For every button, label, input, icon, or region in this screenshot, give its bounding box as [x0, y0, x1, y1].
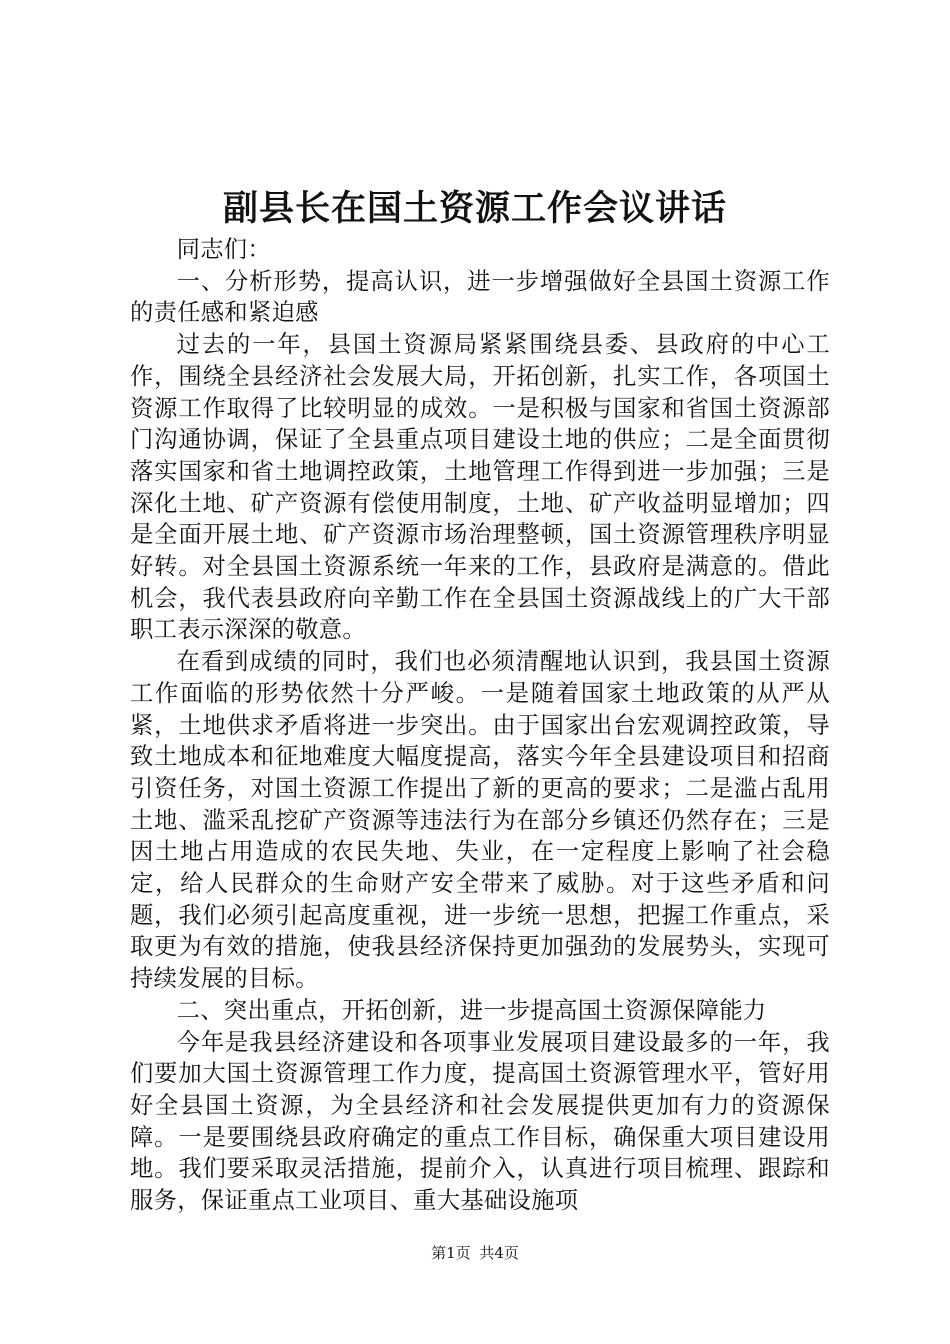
document-title: 副县长在国土资源工作会议讲话	[222, 188, 727, 229]
page-footer	[0, 1243, 950, 1263]
body-paragraph: 今年是我县经济建设和各项事业发展项目建设最多的一年，我们要加大国土资源管理工作力度，提高国土资源管理水平，管好用好全县国土资源，为全县经济和社会发展提供更加有力的资源保障。一是要围绕县政府确定的重点工作目标，确保重大项目建设用地。我们要采取灵活措施，提前介入，认真进行项目梳理、跟踪和服务，保证重点工业项目、重大基础设施项	[130, 1028, 830, 1215]
body-paragraph: 过去的一年，县国土资源局紧紧围绕县委、县政府的中心工作，围绕全县经济社会发展大局，开拓创新，扎实工作，各项国土资源工作取得了比较明显的成效。一是积极与国家和省国土资源部门沟通协调，保证了全县重点项目建设土地的供应；二是全面贯彻落实国家和省土地调控政策，土地管理工作得到进一步加强；三是深化土地、矿产资源有偿使用制度，土地、矿产收益明显增加；四是全面开展土地、矿产资源市场治理整顿，国土资源管理秩序明显好转。对全县国土资源系统一年来的工作，县政府是满意的。借此机会，我代表县政府向辛勤工作在全县国土资源战线上的广大干部职工表示深深的敬意。	[130, 331, 830, 644]
salutation: 同志们：	[176, 236, 271, 263]
page-number: 第1页	[431, 1244, 471, 1262]
section-heading-1: 一、分析形势，提高认识，进一步增强做好全县国土资源工作的责任感和紧迫感	[130, 267, 830, 327]
body-paragraph: 在看到成绩的同时，我们也必须清醒地认识到，我县国土资源工作面临的形势依然十分严峻。一是随着国家土地政策的从严从紧，土地供求矛盾将进一步突出。由于国家出台宏观调控政策，导致土地成本和征地难度大幅度提高，落实今年全县建设项目和招商引资任务，对国土资源工作提出了新的更高的要求；二是滥占乱用土地、滥采乱挖矿产资源等违法行为在部分乡镇还仍然存在；三是因土地占用造成的农民失地、失业，在一定程度上影响了社会稳定，给人民群众的生命财产安全带来了威胁。对于这些矛盾和问题，我们必须引起高度重视，进一步统一思想，把握工作重点，采取更为有效的措施，使我县经济保持更加强劲的发展势头，实现可持续发展的目标。	[130, 648, 830, 993]
page-total: 共4页	[479, 1244, 519, 1262]
section-heading-2: 二、突出重点，开拓创新，进一步提高国土资源保障能力	[176, 996, 767, 1024]
document-body	[130, 234, 830, 1217]
